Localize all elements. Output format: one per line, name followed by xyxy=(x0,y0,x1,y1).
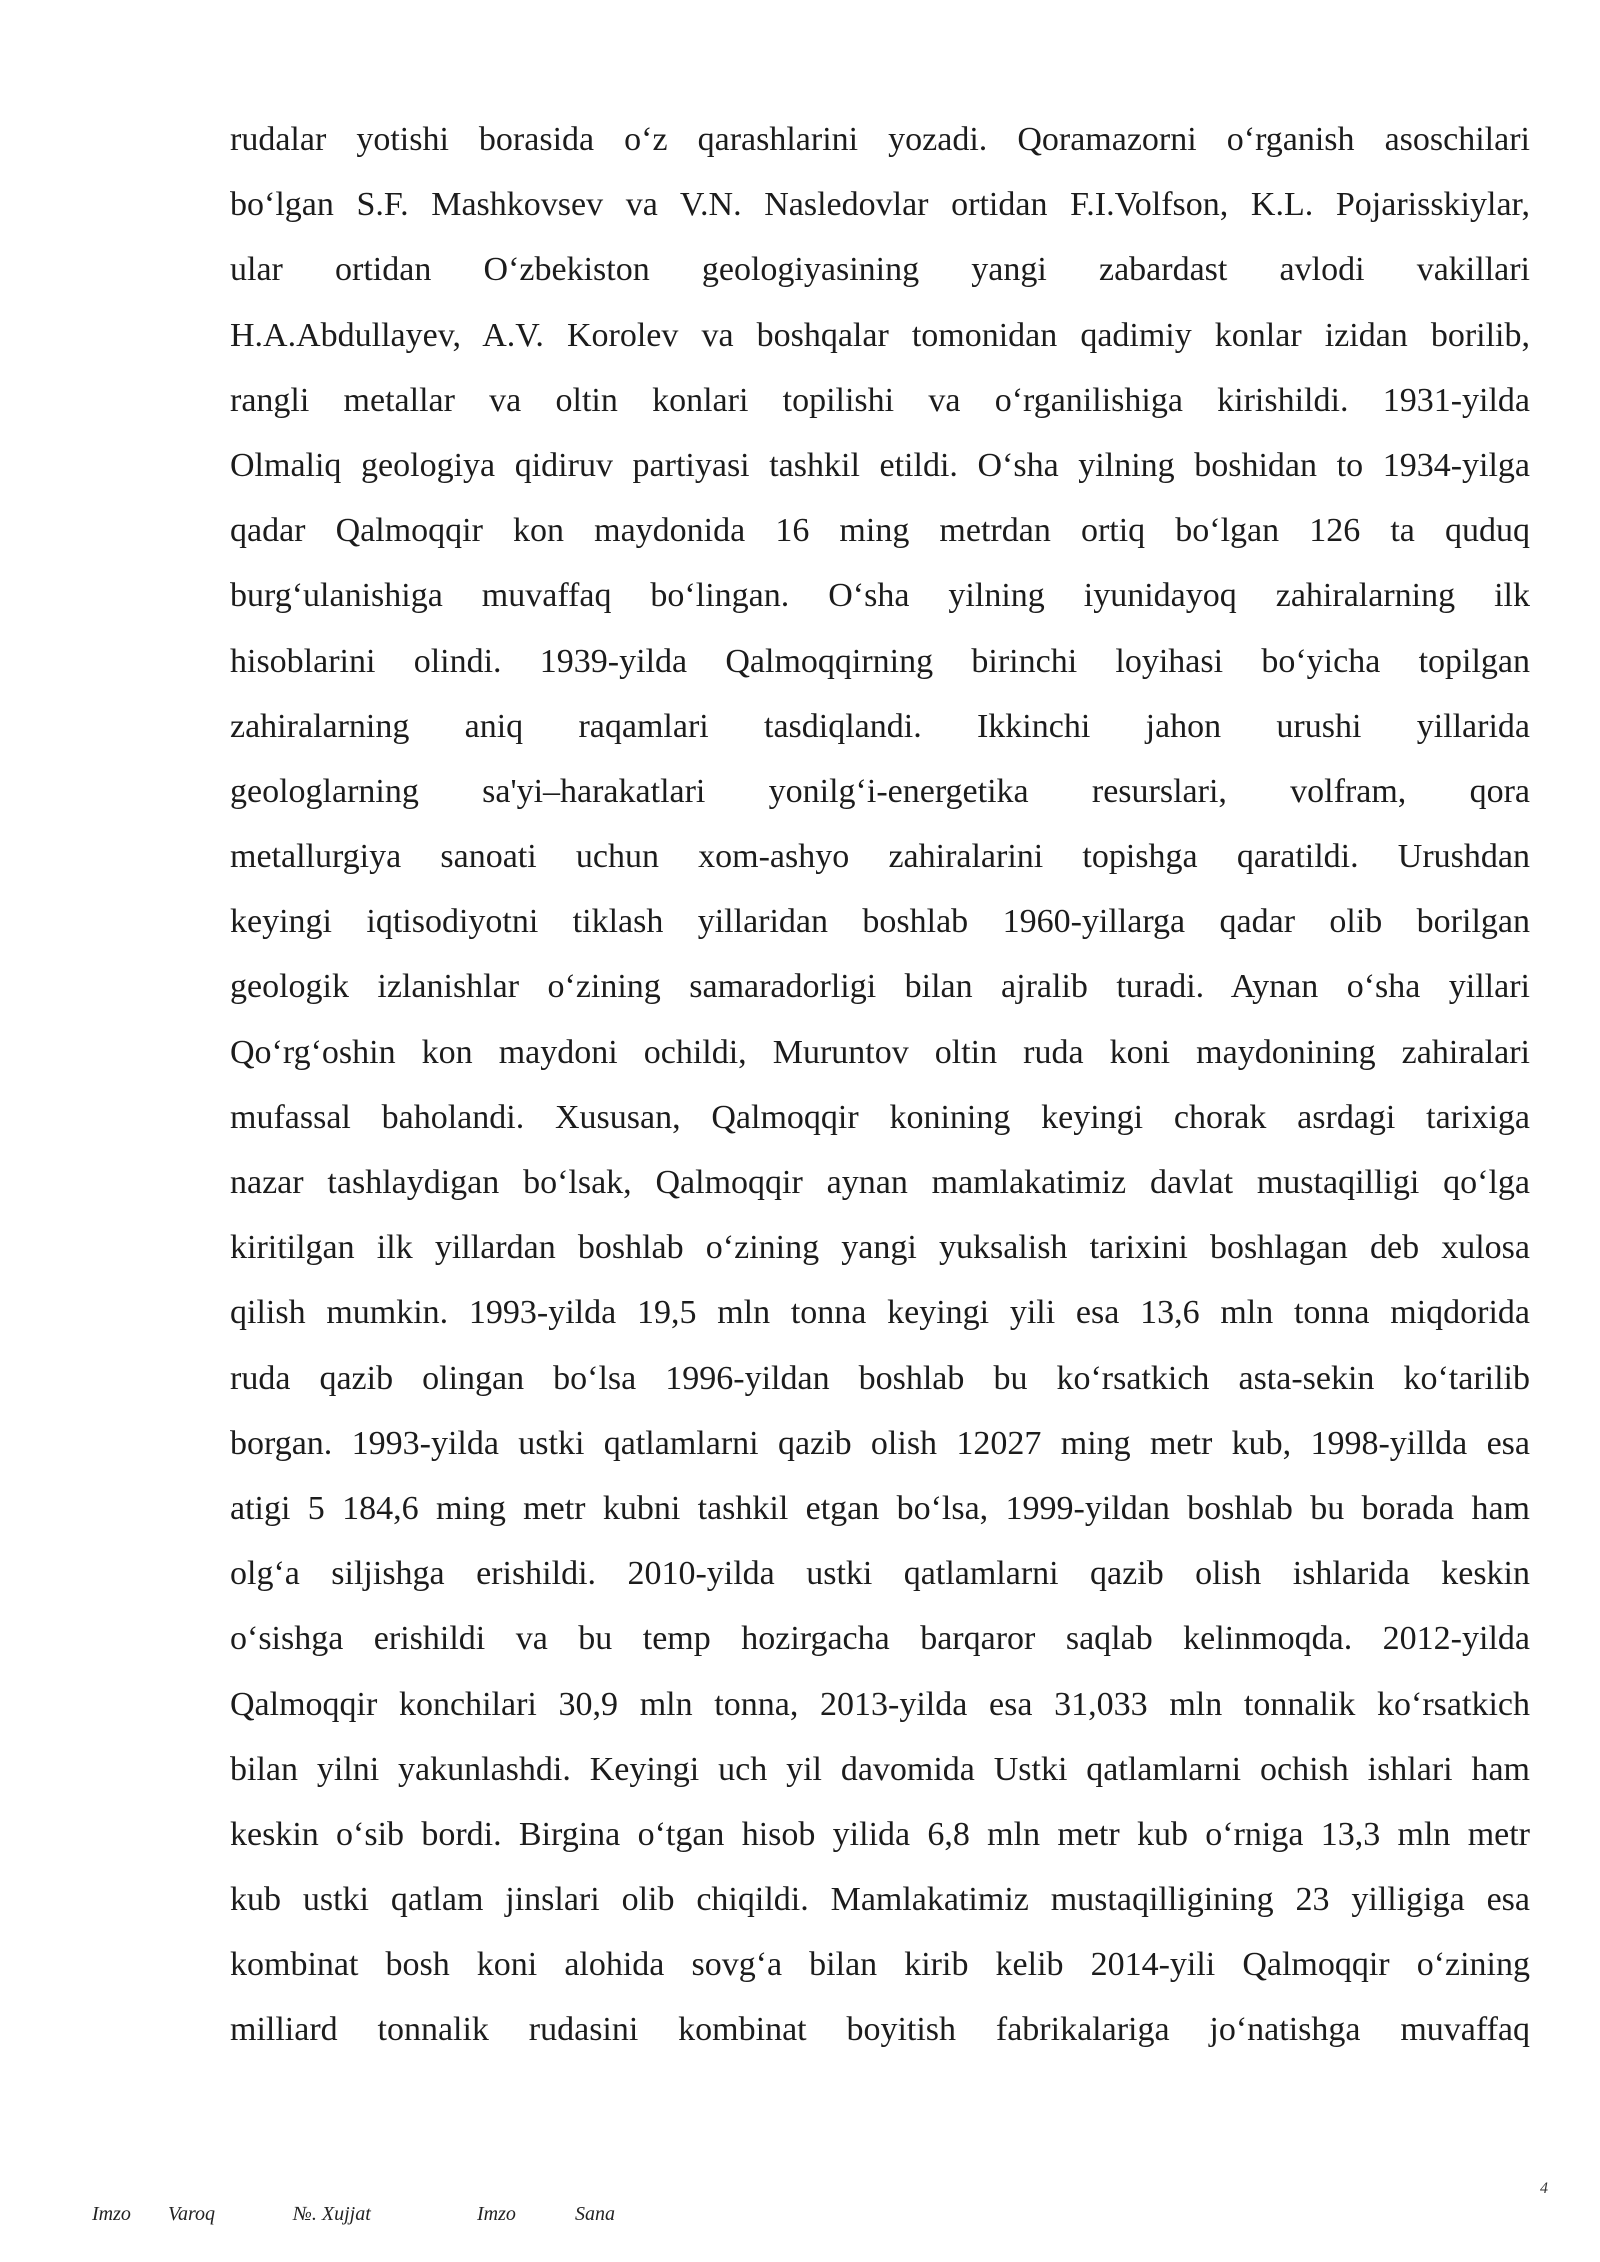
text-line: nazar tashlaydigan bo‘lsak, Qalmoqqir aynan mamlakatimiz davlat mustaqilligi qo‘lga xyxy=(230,1164,1530,1201)
footer-label-imzo: Imzo xyxy=(92,2203,131,2225)
text-line: ruda qazib olingan bo‘lsa 1996-yildan boshlab bu ko‘rsatkich asta-sekin ko‘tarilib xyxy=(230,1359,1530,1397)
text-line: geologlarning sa'yi–harakatlari yonilg‘i-energetika resurslari, volfram, qora xyxy=(230,772,1530,810)
text-line: H.A.Abdullayev, A.V. Korolev va boshqalar tomonidan qadimiy konlar izidan borilib, xyxy=(230,316,1530,354)
text-line: keyingi iqtisodiyotni tiklash yillaridan boshlab 1960-yillarga qadar olib borilgan xyxy=(230,903,1530,941)
text-line: milliard tonnalik rudasini kombinat boyitish fabrikalariga jo‘natishga muvaffaq xyxy=(230,2011,1530,2049)
text-line: geologik izlanishlar o‘zining samaradorligi bilan ajralib turadi. Aynan o‘sha yillari xyxy=(230,968,1530,1006)
text-line: bilan yilni yakunlashdi. Keyingi uch yil davomida Ustki qatlamlarni ochish ishlari ham xyxy=(230,1750,1530,1788)
text-line: keskin o‘sib bordi. Birgina o‘tgan hisob yilida 6,8 mln metr kub o‘rniga 13,3 mln metr xyxy=(230,1815,1530,1853)
footer-label-varoq: Varoq xyxy=(168,2203,216,2225)
text-line: zahiralarning aniq raqamlari tasdiqlandi. Ikkinchi jahon urushi yillarida xyxy=(230,707,1530,745)
text-line: qadar Qalmoqqir kon maydonida 16 ming metrdan ortiq bo‘lgan 126 ta quduq xyxy=(230,512,1530,550)
text-line: ular ortidan O‘zbekiston geologiyasining yangi zabardast avlodi vakillari xyxy=(230,251,1530,289)
text-line: kombinat bosh koni alohida sovg‘a bilan kirib kelib 2014-yili Qalmoqqir o‘zining xyxy=(230,1946,1530,1984)
text-line: metallurgiya sanoati uchun xom-ashyo zahiralarini topishga qaratildi. Urushdan xyxy=(230,838,1530,876)
text-line: Qalmoqqir konchilari 30,9 mln tonna, 2013-yilda esa 31,033 mln tonnalik ko‘rsatkich xyxy=(230,1685,1530,1723)
text-line: burg‘ulanishiga muvaffaq bo‘lingan. O‘sha yilning iyunidayoq zahiralarning ilk xyxy=(230,577,1530,615)
text-line: hisoblarini olindi. 1939-yilda Qalmoqqirning birinchi loyihasi bo‘yicha topilgan xyxy=(230,642,1530,680)
page-number: 4 xyxy=(1540,2180,1548,2197)
footer-label-document-number: №. Xujjat xyxy=(293,2203,371,2225)
text-line: o‘sishga erishildi va bu temp hozirgacha barqaror saqlab kelinmoqda. 2012-yilda xyxy=(230,1620,1530,1658)
text-line: bo‘lgan S.F. Mashkovsev va V.N. Nasledovlar ortidan F.I.Volfson, K.L. Pojarisskiylar, xyxy=(230,186,1530,224)
text-line: rudalar yotishi borasida o‘z qarashlarini yozadi. Qoramazorni o‘rganish asoschilari xyxy=(230,121,1530,158)
footer-label-sana: Sana xyxy=(575,2203,615,2225)
text-line: Olmaliq geologiya qidiruv partiyasi tashkil etildi. O‘sha yilning boshidan to 1934-yilga xyxy=(230,446,1530,484)
title-block-footer xyxy=(0,2195,1600,2235)
body-text xyxy=(230,107,1530,2063)
text-line: atigi 5 184,6 ming metr kubni tashkil etgan bo‘lsa, 1999-yildan boshlab bu borada ham xyxy=(230,1489,1530,1527)
text-line: Qo‘rg‘oshin kon maydoni ochildi, Muruntov oltin ruda koni maydonining zahiralari xyxy=(230,1033,1530,1071)
footer-label-imzo-second: Imzo xyxy=(477,2203,516,2225)
text-line: rangli metallar va oltin konlari topilishi va o‘rganilishiga kirishildi. 1931-yilda xyxy=(230,381,1530,419)
text-line: mufassal baholandi. Xususan, Qalmoqqir konining keyingi chorak asrdagi tarixiga xyxy=(230,1098,1530,1136)
text-line: olg‘a siljishga erishildi. 2010-yilda ustki qatlamlarni qazib olish ishlarida keskin xyxy=(230,1555,1530,1593)
text-line: qilish mumkin. 1993-yilda 19,5 mln tonna keyingi yili esa 13,6 mln tonna miqdorida xyxy=(230,1294,1530,1332)
text-line: kub ustki qatlam jinslari olib chiqildi. Mamlakatimiz mustaqilligining 23 yilligiga esa xyxy=(230,1881,1530,1919)
text-line: kiritilgan ilk yillardan boshlab o‘zining yangi yuksalish tarixini boshlagan deb xulosa xyxy=(230,1229,1530,1267)
text-line: borgan. 1993-yilda ustki qatlamlarni qazib olish 12027 ming metr kub, 1998-yillda esa xyxy=(230,1424,1530,1462)
